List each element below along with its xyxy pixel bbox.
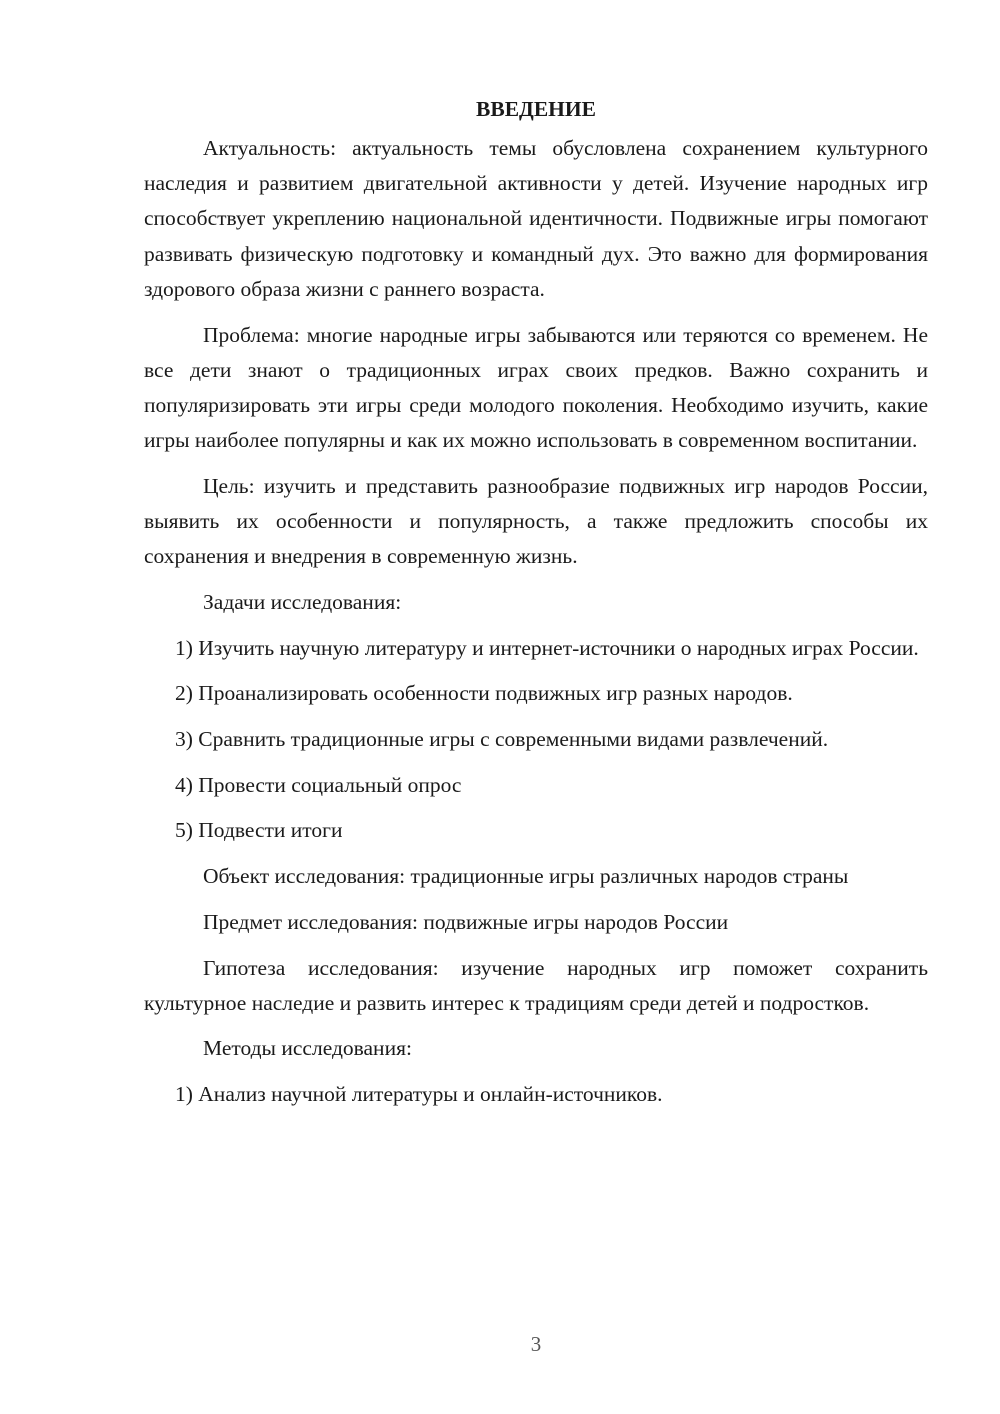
task-item-2: 2) Проанализировать особенности подвижных игр разных народов. [175, 681, 793, 706]
document-title: ВВЕДЕНИЕ [476, 97, 596, 121]
hypothesis-paragraph: Гипотеза исследования: изучение народных игр поможет сохранить культурное наследие и развить интерес к традициям среди детей и подростков. [144, 955, 928, 1015]
task-item-5: 5) Подвести итоги [175, 818, 343, 843]
problem-paragraph: Проблема: многие народные игры забываются или теряются со временем. Не все дети знают о традиционных играх своих предков. Важно сохранить и популяризировать эти игры среди молодого поколения. Необходимо изучить, какие игры наиболее популярны и как их можно использовать в современном воспитании. [144, 322, 928, 453]
subject-paragraph: Предмет исследования: подвижные игры народов России [203, 909, 729, 934]
method-item-1: 1) Анализ научной литературы и онлайн-источников. [175, 1082, 663, 1107]
document-page [144, 92, 928, 1123]
methods-heading: Методы исследования: [203, 1036, 412, 1061]
object-paragraph: Объект исследования: традиционные игры различных народов страны [203, 864, 849, 889]
task-item-3: 3) Сравнить традиционные игры с современными видами развлечений. [175, 727, 829, 752]
relevance-paragraph: Актуальность: актуальность темы обусловлена сохранением культурного наследия и развитием двигательной активности у детей. Изучение народных игр способствует укреплению национальной идентичности. Подвижные игры помогают развивать физическую подготовку и командный дух. Это важно для формирования здорового образа жизни с раннего возраста. [144, 136, 928, 301]
goal-paragraph: Цель: изучить и представить разнообразие подвижных игр народов России, выявить их особенности и популярность, а также предложить способы их сохранения и внедрения в современную жизнь. [144, 473, 928, 569]
task-item-1: 1) Изучить научную литературу и интернет-источники о народных играх России. [175, 635, 919, 660]
page-number: 3 [530, 1332, 542, 1356]
tasks-heading: Задачи исследования: [203, 589, 402, 614]
task-item-4: 4) Провести социальный опрос [175, 772, 462, 797]
